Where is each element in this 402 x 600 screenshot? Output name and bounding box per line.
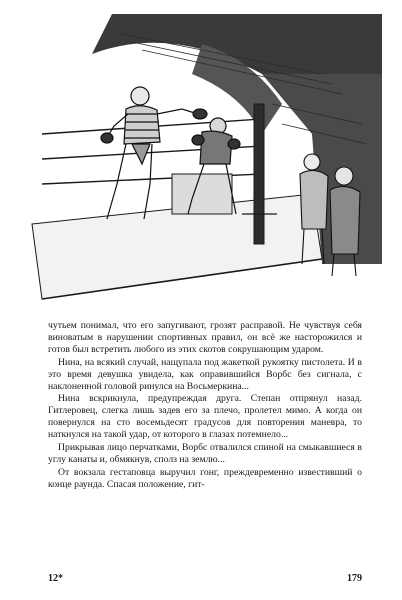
paragraph: От вокзала гестаповца выручил гонг, преждевременно известивший о конце раунда. Спасая положение, гит- bbox=[48, 466, 362, 490]
body-text bbox=[48, 320, 362, 492]
page-number: 179 bbox=[347, 573, 362, 584]
paragraph: Нина, на всякий случай, нащупала под жакеткой рукоятку пистолета. И в это время девушка увидела, как оправившийся Ворбс без сигнала, с наклоненной головой ринулся на Восьмеркина... bbox=[48, 356, 362, 392]
printer-signature: 12* bbox=[48, 573, 63, 584]
paragraph: чутьем понимал, что его запугивают, грозят расправой. Не чувствуя себя виноватым в нарушении спортивных правил, он всё же насторожился и готов был встретить любого из этих скотов сокрушающим ударом. bbox=[48, 320, 362, 355]
ring-corner-post bbox=[254, 104, 264, 244]
paragraph: Прикрывая лицо перчатками, Ворбс отвалился спиной на смыкавшиеся в углу канаты и, обмякнув, сполз на землю... bbox=[48, 442, 362, 465]
paragraph: Нина вскрикнула, предупреждая друга. Степан отпрянул назад. Гитлеровец, слегка лишь задев его за плечо, пролетел мимо. А когда он повернулся на сто восемьдесят градусов для повторения маневра, то наткнулся на такой удар, от которого в глазах потемнело... bbox=[48, 393, 362, 441]
boxing-ring bbox=[32, 104, 322, 299]
page-footer bbox=[48, 573, 362, 587]
boxing-match-illustration bbox=[22, 14, 382, 304]
